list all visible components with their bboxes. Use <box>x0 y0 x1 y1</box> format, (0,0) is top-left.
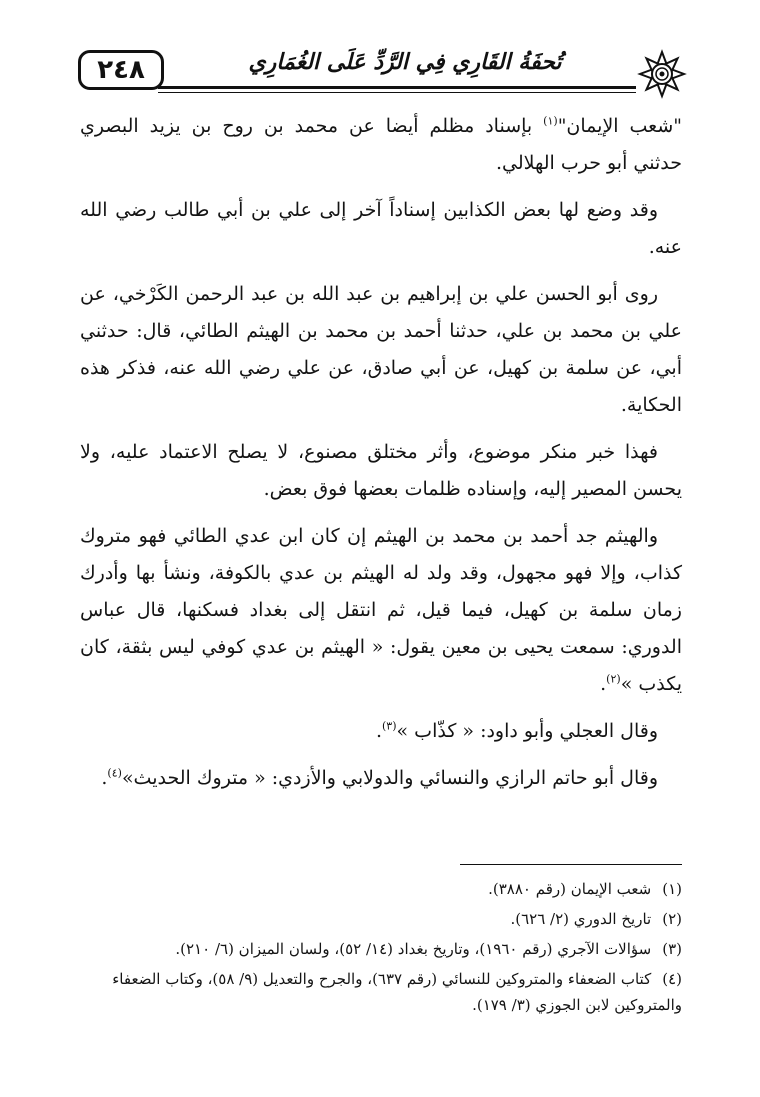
running-title: تُحفَةُ القَارِي فِي الرَّدِّ عَلَى الغُمَارِي <box>248 49 562 75</box>
paragraph-3: روى أبو الحسن علي بن إبراهيم بن عبد الله بن عبد الرحمن الكَرْخي، عن علي بن محمد بن علي، حدثنا أحمد بن محمد بن الهيثم الطائي، قال: حدثني أبي، عن سلمة بن كهيل، عن أبي صادق، عن علي رضي الله عنه، فذكر هذه الحكاية. <box>80 283 682 416</box>
footnote-text: كتاب الضعفاء والمتروكين للنسائي (رقم ٦٣٧)، والجرح والتعديل (٩/ ٥٨)، وكتاب الضعفاء والمتروكين لابن الجوزي (٣/ ١٧٩). <box>112 970 682 1014</box>
paragraph-7-text-b: . <box>101 767 108 789</box>
footnote-separator <box>460 864 682 865</box>
paragraph-5-text-b: . <box>600 673 607 695</box>
paragraph-6-text-a: وقال العجلي وأبو داود: « كذّاب » <box>396 720 658 742</box>
header-rule-thin <box>158 92 646 93</box>
header-rule-thick <box>158 86 646 89</box>
paragraph-7-text-a: وقال أبو حاتم الرازي والنسائي والدولابي والأزدي: « متروك الحديث» <box>121 767 658 789</box>
paragraph-7 <box>80 760 682 797</box>
paragraph-2: وقد وضع لها بعض الكذابين إسناداً آخر إلى علي بن أبي طالب رضي الله عنه. <box>80 199 682 258</box>
paragraph-5 <box>80 518 682 703</box>
footnote-number: (١) <box>662 880 682 898</box>
paragraph-6 <box>80 713 682 750</box>
footnote-number: (٣) <box>662 940 682 958</box>
page-header <box>78 40 682 106</box>
page-number: ٢٤٨ <box>78 50 164 90</box>
footnote-2 <box>80 906 682 932</box>
paragraph-6-text-b: . <box>375 720 382 742</box>
paragraph-1 <box>80 108 682 182</box>
footnote-4 <box>80 966 682 1018</box>
footnote-text: شعب الإيمان (رقم ٣٨٨٠). <box>488 880 652 898</box>
footnote-ref-2: (٢) <box>606 672 621 686</box>
paragraph-4: فهذا خبر منكر موضوع، وأثر مختلق مصنوع، لا يصلح الاعتماد عليه، ولا يحسن المصير إليه، وإسناده ظلمات بعضها فوق بعض. <box>80 441 682 500</box>
paragraph-5-text-a: والهيثم جد أحمد بن محمد بن الهيثم إن كان ابن عدي الطائي فهو متروك كذاب، وإلا فهو مجهول، وقد ولد له الهيثم بن عدي بالكوفة، ونشأ بها وأدرك زمان سلمة بن كهيل، فيما قيل، ثم انتقل إلى بغداد فسكنها، قال عباس الدوري: سمعت يحيى بن معين يقول: « الهيثم بن عدي كوفي ليس بثقة، كان يكذب » <box>80 525 682 695</box>
footnote-1 <box>80 876 682 902</box>
footnote-text: تاريخ الدوري (٢/ ٦٢٦). <box>510 910 652 928</box>
paragraph-1-text-a: "شعب الإيمان" <box>557 115 683 137</box>
footnote-text: سؤالات الآجري (رقم ١٩٦٠)، وتاريخ بغداد (١٤/ ٥٢)، ولسان الميزان (٦/ ٢١٠). <box>175 940 652 958</box>
main-text <box>80 108 682 807</box>
paragraph-1-text-b: بإسناد مظلم أيضا عن محمد بن روح بن يزيد البصري حدثني أبو حرب الهلالي. <box>80 115 682 174</box>
footnote-ref-3: (٣) <box>382 719 397 733</box>
footnote-ref-1: (١) <box>543 114 558 128</box>
footnote-number: (٢) <box>662 910 682 928</box>
footnote-ref-4: (٤) <box>107 766 122 780</box>
star-flower-ornament-icon <box>636 48 688 100</box>
footnote-number: (٤) <box>662 970 682 988</box>
footnotes <box>80 876 682 1022</box>
footnote-3 <box>80 936 682 962</box>
